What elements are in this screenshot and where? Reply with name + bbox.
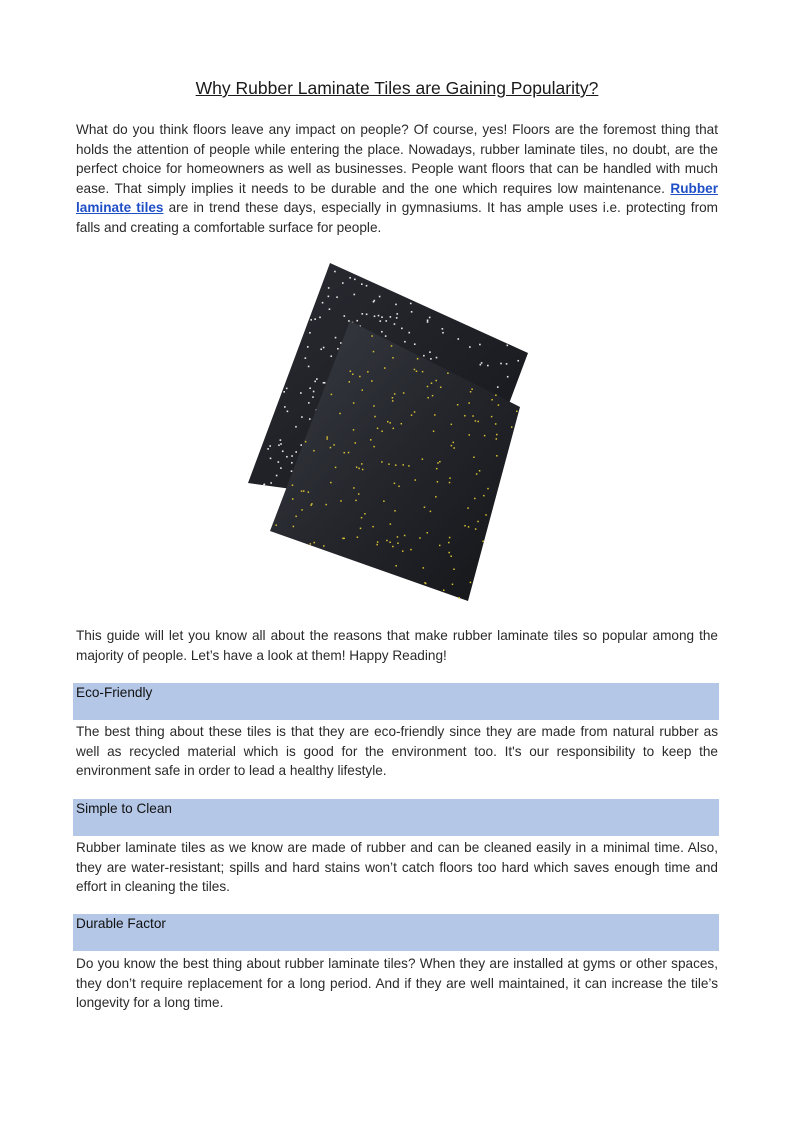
white-fleck <box>410 303 412 305</box>
rubber-tiles-illustration <box>240 255 560 610</box>
yellow-fleck <box>483 495 485 497</box>
white-fleck <box>457 338 459 340</box>
yellow-fleck <box>424 582 426 584</box>
white-fleck <box>378 315 380 317</box>
white-fleck <box>366 285 368 287</box>
white-fleck <box>374 315 376 317</box>
white-fleck <box>314 381 316 383</box>
white-fleck <box>427 321 429 323</box>
yellow-fleck <box>468 526 470 528</box>
yellow-fleck <box>387 421 389 423</box>
section-heading-durable-factor: Durable Factor <box>73 914 719 951</box>
rubber-tiles-image <box>240 255 560 610</box>
yellow-fleck <box>373 405 375 407</box>
yellow-fleck <box>453 442 455 444</box>
white-fleck <box>385 320 387 322</box>
yellow-fleck <box>335 467 337 469</box>
yellow-fleck <box>311 503 313 505</box>
white-fleck <box>300 392 302 394</box>
yellow-fleck <box>496 455 498 457</box>
white-fleck <box>300 444 302 446</box>
yellow-fleck <box>372 526 374 528</box>
white-fleck <box>328 296 330 298</box>
section-heading-simple-to-clean: Simple to Clean <box>73 799 719 836</box>
white-fleck <box>312 396 314 398</box>
white-fleck <box>335 337 337 339</box>
yellow-fleck <box>498 404 500 406</box>
yellow-fleck <box>422 371 424 373</box>
yellow-fleck <box>348 452 350 454</box>
white-fleck <box>396 317 398 319</box>
white-fleck <box>379 296 381 298</box>
yellow-fleck <box>435 496 437 498</box>
section-body-eco-friendly: The best thing about these tiles is that they are eco-friendly since they are made from natural rubber as well as recycled material which is good for the environment too. It's our responsibility to keep the environment safe in order to lead a healthy lifestyle. <box>76 724 718 778</box>
yellow-fleck <box>367 371 369 373</box>
white-fleck <box>282 450 284 452</box>
white-fleck <box>320 348 322 350</box>
yellow-fleck <box>392 546 394 548</box>
yellow-fleck <box>343 452 345 454</box>
white-fleck <box>480 364 482 366</box>
white-fleck <box>381 331 383 333</box>
white-fleck <box>348 320 350 322</box>
yellow-fleck <box>384 367 386 369</box>
white-fleck <box>354 279 356 281</box>
yellow-fleck <box>475 528 477 530</box>
yellow-fleck <box>511 426 513 428</box>
yellow-fleck <box>397 536 399 538</box>
white-fleck <box>487 365 489 367</box>
section-body-durable-factor: Do you know the best thing about rubber laminate tiles? When they are installed at gyms or other spaces, they don’t require replacement for a long period. And if they are well maintained, it can increase the tile’s longevity for a long time. <box>76 956 718 1010</box>
yellow-fleck <box>295 516 297 518</box>
yellow-fleck <box>449 482 451 484</box>
yellow-fleck <box>470 391 472 393</box>
white-fleck <box>291 455 293 457</box>
yellow-fleck <box>426 532 428 534</box>
white-fleck <box>286 456 288 458</box>
yellow-fleck <box>427 386 429 388</box>
yellow-fleck <box>423 567 425 569</box>
white-fleck <box>344 315 346 317</box>
yellow-fleck <box>393 428 395 430</box>
white-fleck <box>481 362 483 364</box>
yellow-fleck <box>467 507 469 509</box>
yellow-fleck <box>433 431 435 433</box>
yellow-fleck <box>401 423 403 425</box>
yellow-fleck <box>484 435 486 437</box>
yellow-fleck <box>436 468 438 470</box>
white-fleck <box>328 287 330 289</box>
yellow-fleck <box>349 381 351 383</box>
white-fleck <box>295 426 297 428</box>
yellow-fleck <box>388 463 390 465</box>
yellow-fleck <box>450 555 452 557</box>
white-fleck <box>283 391 285 393</box>
yellow-fleck <box>330 482 332 484</box>
white-fleck <box>286 388 288 390</box>
yellow-fleck <box>362 469 364 471</box>
white-fleck <box>349 277 351 279</box>
white-fleck <box>291 462 293 464</box>
white-fleck <box>276 475 278 477</box>
yellow-fleck <box>350 370 352 372</box>
yellow-fleck <box>419 537 421 539</box>
yellow-fleck <box>361 517 363 519</box>
white-fleck <box>330 355 332 357</box>
yellow-fleck <box>323 545 325 547</box>
white-fleck <box>442 328 444 330</box>
white-fleck <box>436 357 438 359</box>
white-fleck <box>336 296 338 298</box>
yellow-fleck <box>330 447 332 449</box>
yellow-fleck <box>394 483 396 485</box>
yellow-fleck <box>473 457 475 459</box>
white-fleck <box>291 470 293 472</box>
white-fleck <box>309 418 311 420</box>
yellow-fleck <box>357 536 359 538</box>
yellow-fleck <box>292 484 294 486</box>
yellow-fleck <box>340 500 342 502</box>
page-title: Why Rubber Laminate Tiles are Gaining Popularity? <box>195 78 599 98</box>
white-fleck <box>322 302 324 304</box>
yellow-fleck <box>355 442 357 444</box>
yellow-fleck <box>383 500 385 502</box>
yellow-fleck <box>395 565 397 567</box>
yellow-fleck <box>474 498 476 500</box>
yellow-fleck <box>458 597 460 599</box>
yellow-fleck <box>485 514 487 516</box>
white-fleck <box>507 376 509 378</box>
white-fleck <box>334 271 336 273</box>
yellow-fleck <box>371 380 373 382</box>
yellow-fleck <box>470 582 472 584</box>
white-fleck <box>309 332 311 334</box>
white-fleck <box>427 319 429 321</box>
yellow-fleck <box>448 552 450 554</box>
yellow-fleck <box>451 424 453 426</box>
yellow-fleck <box>353 487 355 489</box>
white-fleck <box>329 308 331 310</box>
white-fleck <box>280 443 282 445</box>
yellow-fleck <box>457 404 459 406</box>
yellow-fleck <box>377 541 379 543</box>
white-fleck <box>395 304 397 306</box>
white-fleck <box>381 316 383 318</box>
yellow-fleck <box>355 500 357 502</box>
yellow-fleck <box>417 358 419 360</box>
yellow-fleck <box>333 444 335 446</box>
yellow-fleck <box>404 535 406 537</box>
yellow-fleck <box>292 498 294 500</box>
yellow-fleck <box>416 371 418 373</box>
white-fleck <box>423 355 425 357</box>
white-fleck <box>401 328 403 330</box>
white-fleck <box>308 402 310 404</box>
yellow-fleck <box>392 400 394 402</box>
yellow-fleck <box>453 569 455 571</box>
yellow-fleck <box>305 441 307 443</box>
yellow-fleck <box>370 439 372 441</box>
yellow-fleck <box>472 415 474 417</box>
yellow-fleck <box>477 521 479 523</box>
white-fleck <box>342 282 344 284</box>
intro-text-start: What do you think floors leave any impact on people? Of course, yes! Floors are the foremost thing that holds the attention of people while entering the place. Nowadays, rubber laminate tiles, no doubt, are the perfect choice for homeowners as well as businesses. People want floors that can be handled with much ease. That simply implies it needs to be durable and the one which requires low maintenance. <box>76 122 718 196</box>
yellow-fleck <box>411 414 413 416</box>
yellow-fleck <box>464 415 466 417</box>
yellow-fleck <box>496 434 498 436</box>
yellow-fleck <box>390 523 392 525</box>
guide-paragraph: This guide will let you know all about the reasons that make rubber laminate tiles so popular among the majority of people. Let’s have a look at them! Happy Reading! <box>76 628 718 663</box>
yellow-fleck <box>301 509 303 511</box>
white-fleck <box>309 387 311 389</box>
white-fleck <box>394 323 396 325</box>
white-fleck <box>314 318 316 320</box>
white-fleck <box>506 363 508 365</box>
yellow-fleck <box>471 388 473 390</box>
intro-paragraph <box>76 120 718 237</box>
yellow-fleck <box>414 369 416 371</box>
white-fleck <box>270 458 272 460</box>
white-fleck <box>263 484 265 486</box>
yellow-fleck <box>362 389 364 391</box>
yellow-fleck <box>468 434 470 436</box>
yellow-fleck <box>491 399 493 401</box>
white-fleck <box>479 344 481 346</box>
white-fleck <box>517 360 519 362</box>
white-fleck <box>307 346 309 348</box>
yellow-fleck <box>440 386 442 388</box>
yellow-fleck <box>402 550 404 552</box>
white-fleck <box>379 320 381 322</box>
yellow-fleck <box>326 436 328 438</box>
yellow-fleck <box>451 445 453 447</box>
white-fleck <box>497 386 499 388</box>
yellow-fleck <box>398 486 400 488</box>
yellow-fleck <box>439 545 441 547</box>
yellow-fleck <box>395 464 397 466</box>
white-fleck <box>295 451 297 453</box>
white-fleck <box>411 311 413 313</box>
white-fleck <box>506 345 508 347</box>
white-fleck <box>308 366 310 368</box>
yellow-fleck <box>303 490 305 492</box>
yellow-fleck <box>310 543 312 545</box>
yellow-fleck <box>453 447 455 449</box>
yellow-fleck <box>353 429 355 431</box>
yellow-fleck <box>430 511 432 513</box>
yellow-fleck <box>468 402 470 404</box>
yellow-fleck <box>394 510 396 512</box>
yellow-fleck <box>408 465 410 467</box>
yellow-fleck <box>364 513 366 515</box>
yellow-fleck <box>381 461 383 463</box>
yellow-fleck <box>475 420 477 422</box>
white-fleck <box>319 317 321 319</box>
yellow-fleck <box>389 422 391 424</box>
white-fleck <box>270 482 272 484</box>
yellow-fleck <box>479 470 481 472</box>
yellow-fleck <box>449 477 451 479</box>
yellow-fleck <box>495 394 497 396</box>
white-fleck <box>469 346 471 348</box>
white-fleck <box>301 416 303 418</box>
yellow-fleck <box>326 438 328 440</box>
rubber-laminate-tiles-link[interactable]: Rubber laminate tiles <box>76 180 718 215</box>
yellow-fleck <box>487 488 489 490</box>
white-fleck <box>429 351 431 353</box>
white-fleck <box>404 341 406 343</box>
yellow-fleck <box>482 541 484 543</box>
yellow-fleck <box>275 524 277 526</box>
yellow-fleck <box>313 450 315 452</box>
white-fleck <box>280 439 282 441</box>
yellow-fleck <box>491 416 493 418</box>
yellow-fleck <box>464 525 466 527</box>
yellow-fleck <box>376 544 378 546</box>
white-fleck <box>310 319 312 321</box>
white-fleck <box>284 406 286 408</box>
white-fleck <box>390 316 392 318</box>
yellow-fleck <box>431 382 433 384</box>
white-fleck <box>267 448 269 450</box>
white-fleck <box>373 301 375 303</box>
white-fleck <box>353 294 355 296</box>
white-fleck <box>396 313 398 315</box>
yellow-fleck <box>449 537 451 539</box>
yellow-fleck <box>432 395 434 397</box>
yellow-fleck <box>495 423 497 425</box>
yellow-fleck <box>435 380 437 382</box>
yellow-fleck <box>373 351 375 353</box>
white-fleck <box>269 445 271 447</box>
white-fleck <box>361 283 363 285</box>
yellow-fleck <box>410 549 412 551</box>
yellow-fleck <box>516 411 518 413</box>
white-fleck <box>385 335 387 337</box>
white-fleck <box>287 411 289 413</box>
white-fleck <box>414 343 416 345</box>
yellow-fleck <box>397 542 399 544</box>
yellow-fleck <box>437 481 439 483</box>
white-fleck <box>337 348 339 350</box>
yellow-fleck <box>339 413 341 415</box>
white-fleck <box>313 391 315 393</box>
yellow-fleck <box>391 345 393 347</box>
yellow-fleck <box>424 506 426 508</box>
yellow-fleck <box>293 526 295 528</box>
yellow-fleck <box>452 584 454 586</box>
white-fleck <box>323 347 325 349</box>
white-fleck <box>316 378 318 380</box>
yellow-fleck <box>392 397 394 399</box>
yellow-fleck <box>414 411 416 413</box>
section-body-simple-to-clean: Rubber laminate tiles as we know are made of rubber and can be cleaned easily in a minimal time. Also, they are water-resistant; spills and hard stains won’t catch floors too hard which saves enough time and effort in cleaning the tiles. <box>76 840 718 894</box>
yellow-fleck <box>373 446 375 448</box>
yellow-fleck <box>342 538 344 540</box>
yellow-fleck <box>402 464 404 466</box>
yellow-fleck <box>325 504 327 506</box>
yellow-fleck <box>422 458 424 460</box>
yellow-fleck <box>360 528 362 530</box>
yellow-fleck <box>377 428 379 430</box>
white-fleck <box>361 313 363 315</box>
yellow-fleck <box>352 374 354 376</box>
yellow-fleck <box>437 462 439 464</box>
yellow-fleck <box>443 590 445 592</box>
yellow-fleck <box>358 493 360 495</box>
yellow-fleck <box>447 372 449 374</box>
white-fleck <box>442 332 444 334</box>
yellow-fleck <box>476 473 478 475</box>
white-fleck <box>278 444 280 446</box>
white-fleck <box>280 467 282 469</box>
yellow-fleck <box>359 376 361 378</box>
white-fleck <box>500 363 502 365</box>
yellow-fleck <box>301 490 303 492</box>
white-fleck <box>305 357 307 359</box>
yellow-fleck <box>415 479 417 481</box>
yellow-fleck <box>439 461 441 463</box>
yellow-fleck <box>358 468 360 470</box>
yellow-fleck <box>389 541 391 543</box>
yellow-fleck <box>386 540 388 542</box>
yellow-fleck <box>496 438 498 440</box>
white-fleck <box>366 313 368 315</box>
yellow-fleck <box>371 335 373 337</box>
yellow-fleck <box>374 416 376 418</box>
yellow-fleck <box>308 491 310 493</box>
white-fleck <box>323 382 325 384</box>
yellow-fleck <box>394 393 396 395</box>
yellow-fleck <box>381 431 383 433</box>
white-fleck <box>408 332 410 334</box>
white-fleck <box>430 358 432 360</box>
yellow-fleck <box>427 397 429 399</box>
section-heading-eco-friendly: Eco-Friendly <box>73 683 719 720</box>
yellow-fleck <box>331 394 333 396</box>
yellow-fleck <box>403 392 405 394</box>
yellow-fleck <box>353 402 355 404</box>
yellow-fleck <box>448 542 450 544</box>
yellow-fleck <box>477 421 479 423</box>
yellow-fleck <box>392 357 394 359</box>
yellow-fleck <box>314 542 316 544</box>
white-fleck <box>356 320 358 322</box>
yellow-fleck <box>310 504 312 506</box>
yellow-fleck <box>356 466 358 468</box>
white-fleck <box>429 317 431 319</box>
intro-text-end: are in trend these days, especially in gymnasiums. It has ample uses i.e. protecting from falls and creating a comfortable surface for people. <box>76 200 718 235</box>
yellow-fleck <box>361 463 363 465</box>
yellow-fleck <box>434 414 436 416</box>
white-fleck <box>278 461 280 463</box>
